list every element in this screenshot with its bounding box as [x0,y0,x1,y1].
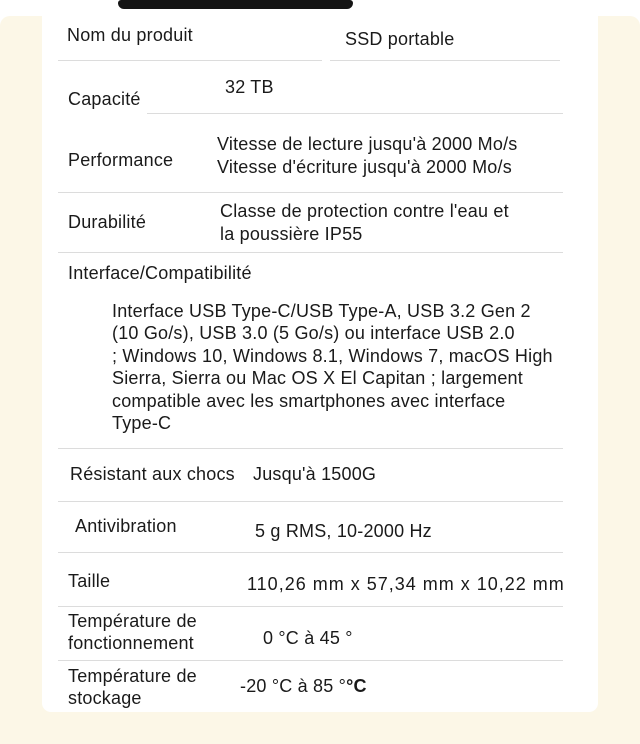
row-divider [58,552,563,553]
paragraph-line: (10 Go/s), USB 3.0 (5 Go/s) ou interface USB 2.0 [112,323,515,344]
spec-value-durability [220,200,509,246]
row-divider [58,252,563,253]
paragraph-line: compatible avec les smartphones avec interface [112,390,506,411]
top-bar [118,0,353,9]
spec-label-durability: Durabilité [68,212,147,232]
row-divider [58,606,563,607]
row-divider [58,60,322,61]
row-divider [58,448,563,449]
spec-label-shock-resistant: Résistant aux chocs [70,464,235,484]
spec-value-capacity: 32 TB [225,77,274,97]
row-divider [58,660,563,661]
spec-label-antivibration: Antivibration [75,516,177,536]
spec-value-shock-resistant: Jusqu'à 1500G [253,464,377,484]
spec-label-capacity: Capacité [68,89,141,109]
storage-temperature-value: -20 °C à 85 ° [240,676,347,696]
spec-value-performance [217,133,517,179]
row-divider [147,113,563,114]
paragraph-line: Sierra, Sierra ou Mac OS X El Capitan ; largement [112,368,523,389]
paragraph-line: Type-C [112,413,172,434]
spec-value-operating-temperature: 0 °C à 45 ° [263,628,353,648]
spec-label-performance: Performance [68,150,174,170]
spec-value-antivibration: 5 g RMS, 10-2000 Hz [255,521,432,541]
row-divider [58,501,563,502]
durability-line-1: Classe de protection contre l'eau et [220,201,509,221]
row-divider [330,60,560,61]
row-divider [58,192,563,193]
paragraph-line: Interface USB Type-C/USB Type-A, USB 3.2 Gen 2 [112,301,531,321]
performance-line-read: Vitesse de lecture jusqu'à 2000 Mo/s [217,134,518,154]
spec-label-storage-temperature: Température de stockage [68,666,197,708]
interface-compatibility-paragraph [112,300,553,434]
storage-temperature-bold-unit: °C [346,676,367,696]
spec-value-storage-temperature [240,675,367,698]
spec-value-product-name: SSD portable [345,29,455,49]
performance-line-write: Vitesse d'écriture jusqu'à 2000 Mo/s [217,157,512,177]
section-header-interface-compatibility: Interface/Compatibilité [68,263,252,283]
spec-label-product-name: Nom du produit [67,25,193,45]
spec-label-size: Taille [68,571,111,591]
durability-line-2: la poussière IP55 [220,224,363,244]
spec-value-size: 110,26 mm x 57,34 mm x 10,22 mm [247,574,565,594]
spec-label-operating-temperature: Température de fonctionnement [68,611,197,653]
paragraph-line: ; Windows 10, Windows 8.1, Windows 7, macOS High [112,345,553,366]
